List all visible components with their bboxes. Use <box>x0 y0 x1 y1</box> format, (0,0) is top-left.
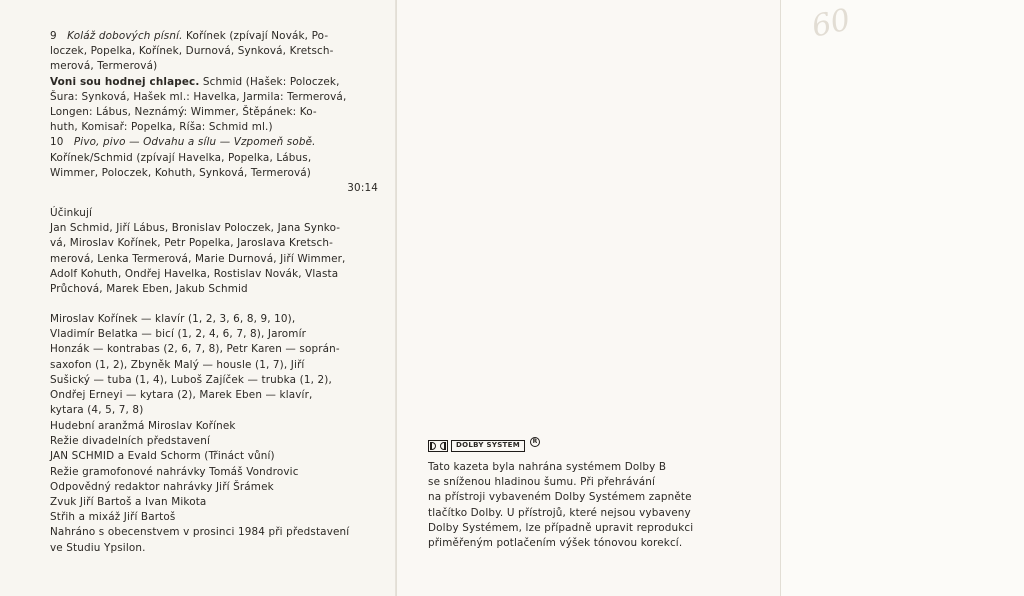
fold-line <box>396 0 397 596</box>
cast-line: merová, Lenka Termerová, Marie Durnová, Jiří Wimmer, <box>50 252 346 265</box>
credit-line: Střih a mixáž Jiří Bartoš <box>50 511 176 524</box>
cast-line: vá, Miroslav Kořínek, Petr Popelka, Jaroslava Kretsch- <box>50 237 333 250</box>
track-number: 10 <box>50 136 64 149</box>
dolby-line: přiměřeným potlačením výšek tónovou korekcí. <box>428 537 683 550</box>
musician-line: Miroslav Kořínek — klavír (1, 2, 3, 6, 8, 9, 10), <box>50 313 296 325</box>
song-credits: Kořínek (zpívají Novák, Po- <box>182 30 329 42</box>
musician-line: kytara (4, 5, 7, 8) <box>50 404 144 417</box>
musician-line: Honzák — kontrabas (2, 6, 7, 8), Petr Karen — soprán- <box>50 343 340 356</box>
cast-heading: Účinkují <box>50 207 93 219</box>
dolby-double-d-icon <box>428 440 448 452</box>
musician-line: saxofon (1, 2), Zbyněk Malý — housle (1, 7), Jiří <box>50 358 305 371</box>
song-line: merová, Termerová) <box>50 60 158 73</box>
dolby-notice <box>428 440 748 551</box>
song-line: Longen: Lábus, Neznámý: Wimmer, Štěpánek: Ko- <box>50 106 317 119</box>
song-list <box>50 29 380 196</box>
right-panel <box>780 0 1024 596</box>
credit-line: Režie gramofonové nahrávky Tomáš Vondrovic <box>50 465 299 478</box>
fold-line <box>780 0 781 596</box>
credit-line: ve Studiu Ypsilon. <box>50 541 146 554</box>
credit-line: Hudební aranžmá Miroslav Kořínek <box>50 420 236 432</box>
pencil-mark: 60 <box>808 2 854 45</box>
production-credits <box>50 419 380 556</box>
song-line <box>50 75 380 90</box>
song-line: Kořínek/Schmid (zpívají Havelka, Popelka, Lábus, <box>50 151 312 164</box>
cast-list <box>50 206 380 297</box>
song-title: Koláž dobových písní. <box>67 30 183 42</box>
credit-line: Zvuk Jiří Bartoš a Ivan Mikota <box>50 496 207 509</box>
song-line: Šura: Synková, Hašek ml.: Havelka, Jarmila: Termerová, <box>50 90 347 103</box>
dolby-system-label: DOLBY SYSTEM <box>451 440 525 452</box>
dolby-line: na přístroji vybaveném Dolby Systémem zapněte <box>428 491 692 504</box>
dolby-line: Tato kazeta byla nahrána systémem Dolby B <box>428 461 667 473</box>
cast-line: Adolf Kohuth, Ondřej Havelka, Rostislav Novák, Vlasta <box>50 267 339 280</box>
song-credits: Schmid (Hašek: Poloczek, <box>199 75 340 88</box>
cast-line: Průchová, Marek Eben, Jakub Schmid <box>50 283 248 296</box>
credit-line: Režie divadelních představení <box>50 435 210 448</box>
registered-icon: R <box>530 437 540 447</box>
musician-line: Ondřej Erneyi — kytara (2), Marek Eben — klavír, <box>50 389 313 402</box>
credit-line: Nahráno s obecenstvem v prosinci 1984 při představení <box>50 526 350 539</box>
cast-line: Jan Schmid, Jiří Lábus, Bronislav Poloczek, Jana Synko- <box>50 222 341 235</box>
song-title: Voni sou hodnej chlapec. <box>50 75 200 88</box>
song-line: loczek, Popelka, Kořínek, Durnová, Synková, Kretsch- <box>50 45 334 58</box>
song-title: Pivo, pivo — Odvahu a sílu — Vzpomeň sobě. <box>73 136 316 149</box>
musicians-list <box>50 312 380 418</box>
dolby-line: Dolby Systémem, lze případně upravit reprodukci <box>428 521 694 534</box>
musician-line: Sušický — tuba (1, 4), Luboš Zajíček — trubka (1, 2), <box>50 373 332 386</box>
side-duration: 30:14 <box>347 182 378 195</box>
song-line <box>50 29 380 44</box>
dolby-line: tlačítko Dolby. U přístrojů, které nejsou vybaveny <box>428 506 691 519</box>
dolby-line: se sníženou hladinou šumu. Při přehrávání <box>428 476 656 489</box>
dolby-text <box>428 460 748 551</box>
song-line: huth, Komisař: Popelka, Ríša: Schmid ml.) <box>50 121 273 134</box>
song-line <box>50 135 380 150</box>
dolby-header <box>428 440 748 460</box>
musician-line: Vladimír Belatka — bicí (1, 2, 4, 6, 7, 8), Jaromír <box>50 328 307 341</box>
credit-line: Odpovědný redaktor nahrávky Jiří Šrámek <box>50 480 274 493</box>
song-line: Wimmer, Poloczek, Kohuth, Synková, Termerová) <box>50 166 311 179</box>
track-number: 9 <box>50 30 57 42</box>
credit-line: JAN SCHMID a Evald Schorm (Třináct vůní) <box>50 450 275 463</box>
